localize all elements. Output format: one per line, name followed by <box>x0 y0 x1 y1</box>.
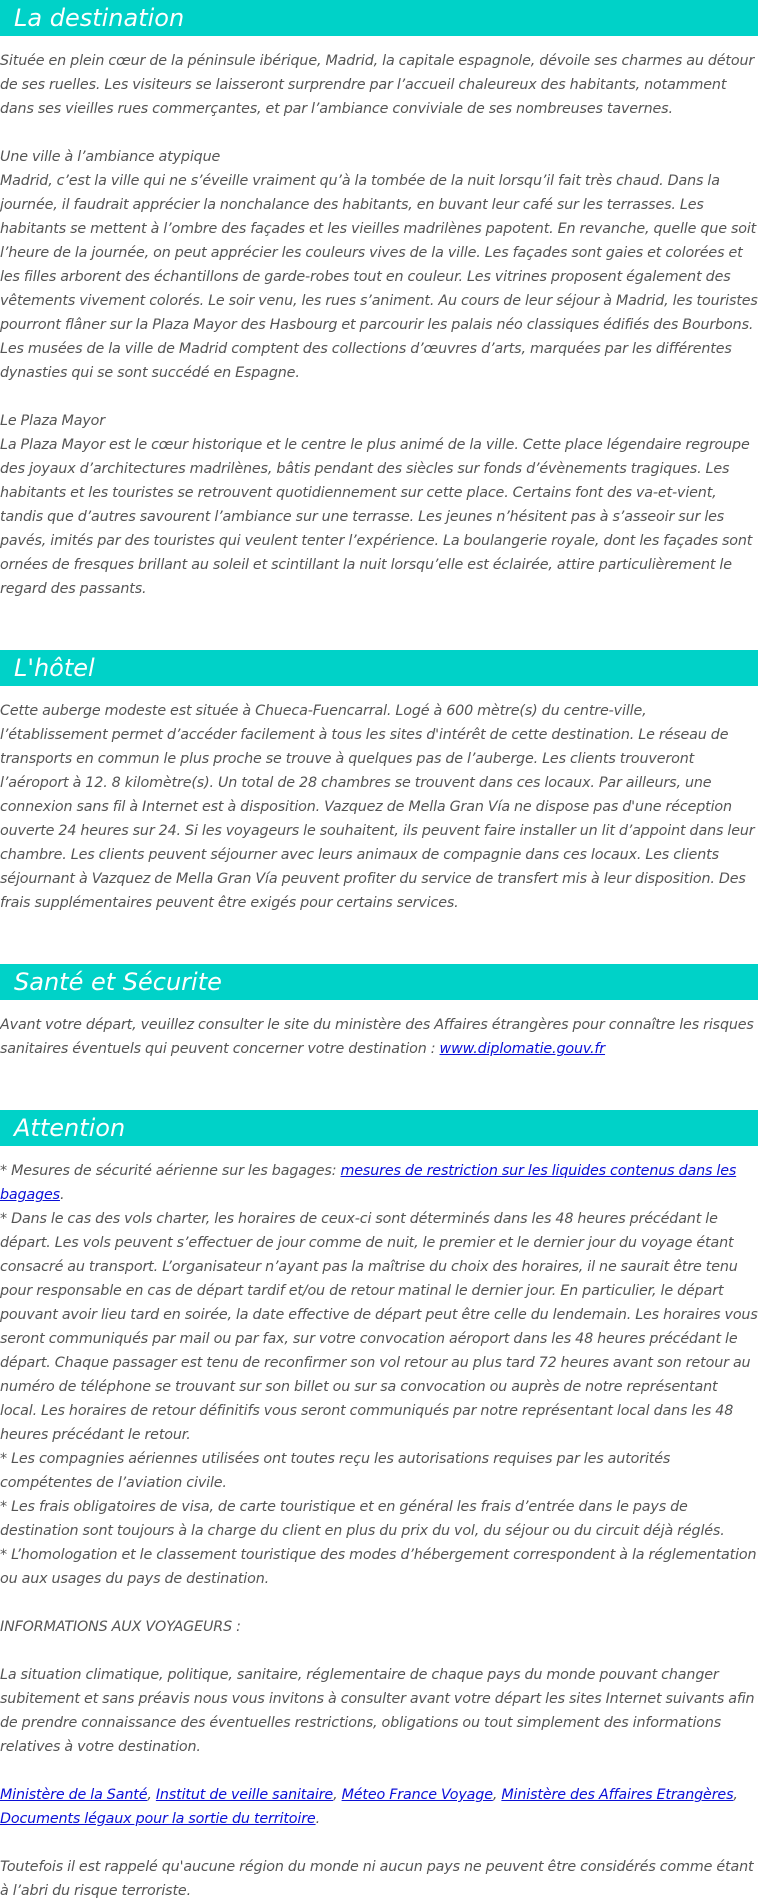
destination-plaza-body: La Plaza Mayor est le cœur historique et le centre le plus animé de la ville. Cette place légendaire regroupe des joyaux d’architectures madrilènes, bâtis pendant des siècles sur fonds d’évènements tragiques. Les habitants et les touristes se retrouvent quotidiennement sur cette place. Certains font des va-et-vient, tandis que d’autres savourent l’ambiance sur une terrasse. Les jeunes n’hésitent pas à s’asseoir sur les pavés, imités par des touristes qui veulent tenter l’expérience. La boulangerie royale, dont les façades sont ornées de fresques brillant au soleil et scintillant la nuit lorsqu’elle est éclairée, attire particulièrement le regard des passants. <box>0 437 753 597</box>
sante-content <box>0 1013 758 1061</box>
links-separator: , <box>733 1787 738 1803</box>
sante-paragraph <box>0 1013 758 1061</box>
info-voyageurs-body: La situation climatique, politique, sanitaire, réglementaire de chaque pays du monde pouvant changer subitement et sans préavis nous vous invitons à consulter avant votre départ les sites Internet suivants afin de prendre connaissance des éventuelles restrictions, obligations ou tout simplement des informations relatives à votre destination. <box>0 1667 755 1755</box>
destination-content <box>0 49 758 601</box>
section-header-destination: La destination <box>0 0 758 36</box>
attention-homologation: * L’homologation et le classement touristique des modes d’hébergement correspondent à la réglementation ou aux usages du pays de destination. <box>0 1547 757 1587</box>
links-separator: , <box>147 1787 156 1803</box>
links-end: . <box>315 1811 320 1827</box>
link-affaires-etrangeres[interactable]: Ministère des Affaires Etrangères <box>501 1787 734 1803</box>
destination-subtitle-plaza: Le Plaza Mayor <box>0 413 105 429</box>
destination-intro: Située en plein cœur de la péninsule ibérique, Madrid, la capitale espagnole, dévoile ses charmes au détour de ses ruelles. Les visiteurs se laisseront surprendre par l’accueil chaleureux des habitants, notamment dans ses vieilles rues commerçantes, et par l’ambiance conviviale de ses nombreuses tavernes. <box>0 53 755 117</box>
attention-airlines: * Les compagnies aériennes utilisées ont toutes reçu les autorisations requises par les autorités compétentes de l’aviation civile. <box>0 1451 671 1491</box>
link-meteo-france[interactable]: Méteo France Voyage <box>341 1787 493 1803</box>
section-header-hotel: L'hôtel <box>0 650 758 686</box>
link-ministere-sante[interactable]: Ministère de la Santé <box>0 1787 148 1803</box>
links-separator: , <box>333 1787 342 1803</box>
liquids-restriction-link[interactable]: mesures de restriction sur les liquides contenus dans les bagages <box>0 1163 737 1203</box>
info-links <box>0 1783 758 1831</box>
section-header-attention: Attention <box>0 1110 758 1146</box>
destination-atmosphere-body: Madrid, c’est la ville qui ne s’éveille vraiment qu’à la tombée de la nuit lorsqu’il fait très chaud. Dans la journée, il faudrait apprécier la nonchalance des habitants, en buvant leur café sur les terrasses. Les habitants se mettent à l’ombre des façades et les vieilles madrilènes papotent. En revanche, quelle que soit l’heure de la journée, on peut apprécier les couleurs vives de la ville. Les façades sont gaies et colorées et les filles arborent des échantillons de garde-robes tout en couleur. Les vitrines proposent également des vêtements vivement colorés. Le soir venu, les rues s’animent. Au cours de leur séjour à Madrid, les touristes pourront flâner sur la Plaza Mayor des Hasbourg et parcourir les palais néo classiques édifiés des Bourbons. Les musées de la ville de Madrid comptent des collections d’œuvres d’arts, marquées par les différentes dynasties qui se sont succédé en Espagne. <box>0 173 758 381</box>
attention-charter: * Dans le cas des vols charter, les horaires de ceux-ci sont déterminés dans les 48 heures précédant le départ. Les vols peuvent s’effectuer de jour comme de nuit, le premier et le dernier jour du voyage étant consacré au transport. L’organisateur n’ayant pas la maîtrise du choix des horaires, il ne saurait être tenu pour responsable en cas de départ tardif et/ou de retour matinal le dernier jour. En particulier, le départ pouvant avoir lieu tard en soirée, la date effective de départ peut être celle du lendemain. Les horaires vous seront communiqués par mail ou par fax, sur votre convocation aéroport dans les 48 heures précédant le départ. Chaque passager est tenu de reconfirmer son vol retour au plus tard 72 heures avant son retour au numéro de téléphone se trouvant sur son billet ou sur sa convocation ou auprès de notre représentant local. Les horaires de retour définitifs vous seront communiqués par notre représentant local dans les 48 heures précédant le retour. <box>0 1211 758 1443</box>
destination-subtitle-atmosphere: Une ville à l’ambiance atypique <box>0 149 221 165</box>
attention-visa-fees: * Les frais obligatoires de visa, de carte touristique et en général les frais d’entrée dans le pays de destination sont toujours à la charge du client en plus du prix du vol, du séjour ou du circuit déjà réglés. <box>0 1499 725 1539</box>
links-separator: , <box>492 1787 502 1803</box>
link-documents-legaux[interactable]: Documents légaux pour la sortie du territoire <box>0 1811 316 1827</box>
sante-text: Avant votre départ, veuillez consulter le site du ministère des Affaires étrangères pour connaître les risques sanitaires éventuels qui peuvent concerner votre destination : <box>0 1017 754 1057</box>
diplomatie-link[interactable]: www.diplomatie.gouv.fr <box>439 1041 606 1057</box>
hotel-description: Cette auberge modeste est située à Chueca-Fuencarral. Logé à 600 mètre(s) du centre-ville, l’établissement permet d’accéder facilement à tous les sites d'intérêt de cette destination. Le réseau de transports en commun le plus proche se trouve à quelques pas de l’auberge. Les clients trouveront l’aéroport à 12. 8 kilomètre(s). Un total de 28 chambres se trouvent dans ces locaux. Par ailleurs, une connexion sans fil à Internet est à disposition. Vazquez de Mella Gran Vía ne dispose pas d'une réception ouverte 24 heures sur 24. Si les voyageurs le souhaitent, ils peuvent faire installer un lit d’appoint dans leur chambre. Les clients peuvent séjourner avec leurs animaux de compagnie dans ces locaux. Les clients séjournant à Vazquez de Mella Gran Vía peuvent profiter du service de transfert mis à leur disposition. Des frais supplémentaires peuvent être exigés pour certains services. <box>0 703 755 911</box>
baggage-prefix: * Mesures de sécurité aérienne sur les bagages: <box>0 1163 341 1179</box>
terrorism-notice: Toutefois il est rappelé qu'aucune région du monde ni aucun pays ne peuvent être considérés comme étant à l’abri du risque terroriste. <box>0 1859 754 1899</box>
attention-content <box>0 1159 758 1903</box>
baggage-suffix: . <box>59 1187 65 1203</box>
hotel-content <box>0 699 758 915</box>
info-voyageurs-title: INFORMATIONS AUX VOYAGEURS : <box>0 1619 241 1635</box>
section-header-sante: Santé et Sécurite <box>0 964 758 1000</box>
link-institut-veille-sanitaire[interactable]: Institut de veille sanitaire <box>155 1787 334 1803</box>
attention-baggage <box>0 1159 758 1207</box>
